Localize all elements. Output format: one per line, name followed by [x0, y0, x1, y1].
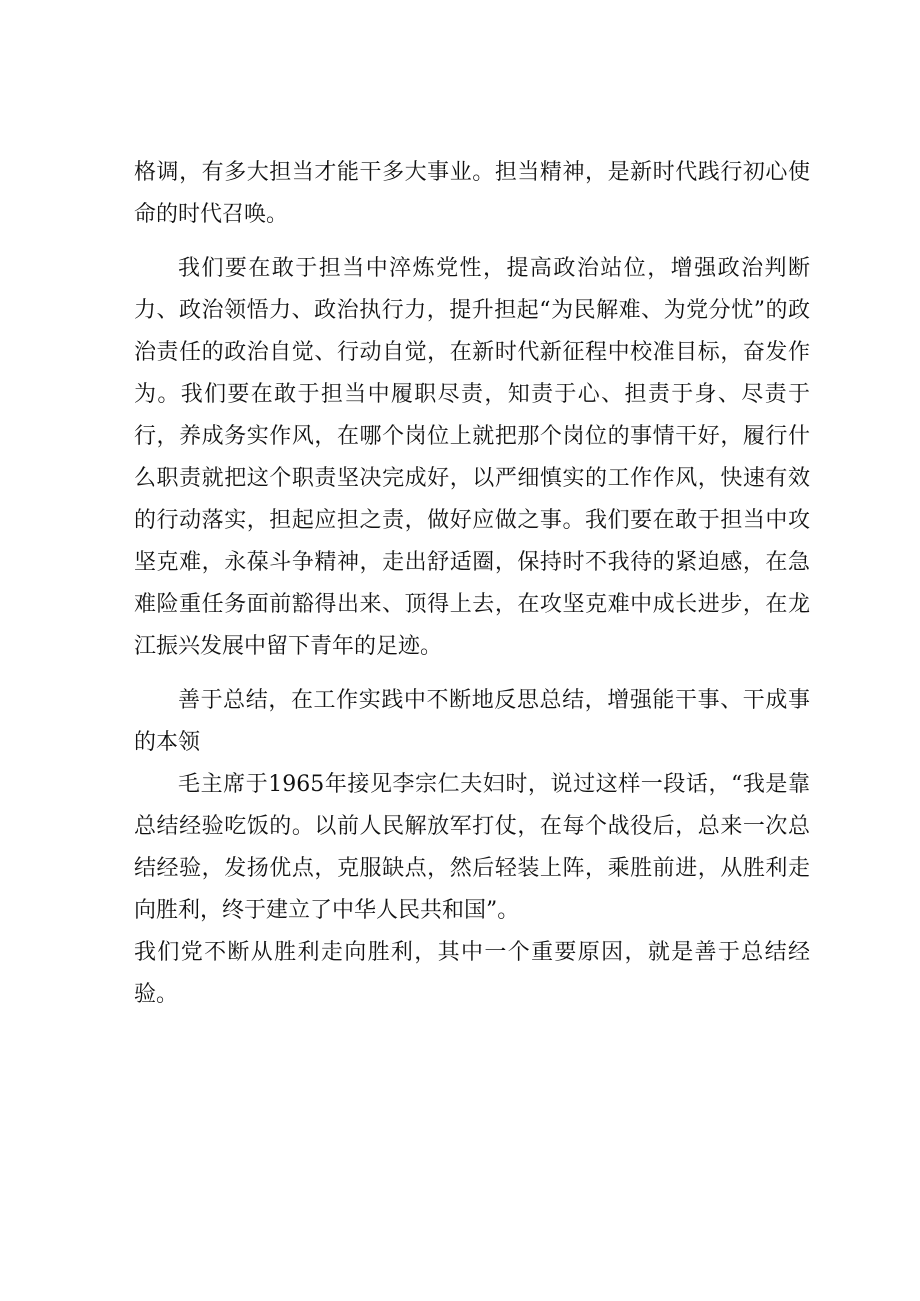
- section-heading-summary: 善于总结，在工作实践中不断地反思总结，增强能干事、干成事的本领: [134, 688, 810, 755]
- paragraph-conclusion: 我们党不断从胜利走向胜利，其中一个重要原因，就是善于总结经验。: [134, 940, 810, 1007]
- paragraph-mao-quote: 毛主席于1965年接见李宗仁夫妇时，说过这样一段话，“我是靠总结经验吃饭的。以前人民解放军打仗，在每个战役后，总来一次总结经验，发扬优点，克服缺点，然后轻装上阵，乘胜前进，从胜利走向胜利，终于建立了中华人民共和国”。: [134, 772, 810, 923]
- document-body: [134, 152, 810, 1016]
- paragraph-continuation: 格调，有多大担当才能干多大事业。担当精神，是新时代践行初心使命的时代召唤。: [134, 160, 810, 227]
- paragraph-responsibility: 我们要在敢于担当中淬炼党性，提高政治站位，增强政治判断力、政治领悟力、政治执行力，提升担起“为民解难、为党分忧”的政治责任的政治自觉、行动自觉，在新时代新征程中校准目标，奋发作为。我们要在敢于担当中履职尽责，知责于心、担责于身、尽责于行，养成务实作风，在哪个岗位上就把那个岗位的事情干好，履行什么职责就把这个职责坚决完成好，以严细慎实的工作作风，快速有效的行动落实，担起应担之责，做好应做之事。我们要在敢于担当中攻坚克难，永葆斗争精神，走出舒适圈，保持时不我待的紧迫感，在急难险重任务面前豁得出来、顶得上去，在攻坚克难中成长进步，在龙江振兴发展中留下青年的足迹。: [134, 256, 810, 659]
